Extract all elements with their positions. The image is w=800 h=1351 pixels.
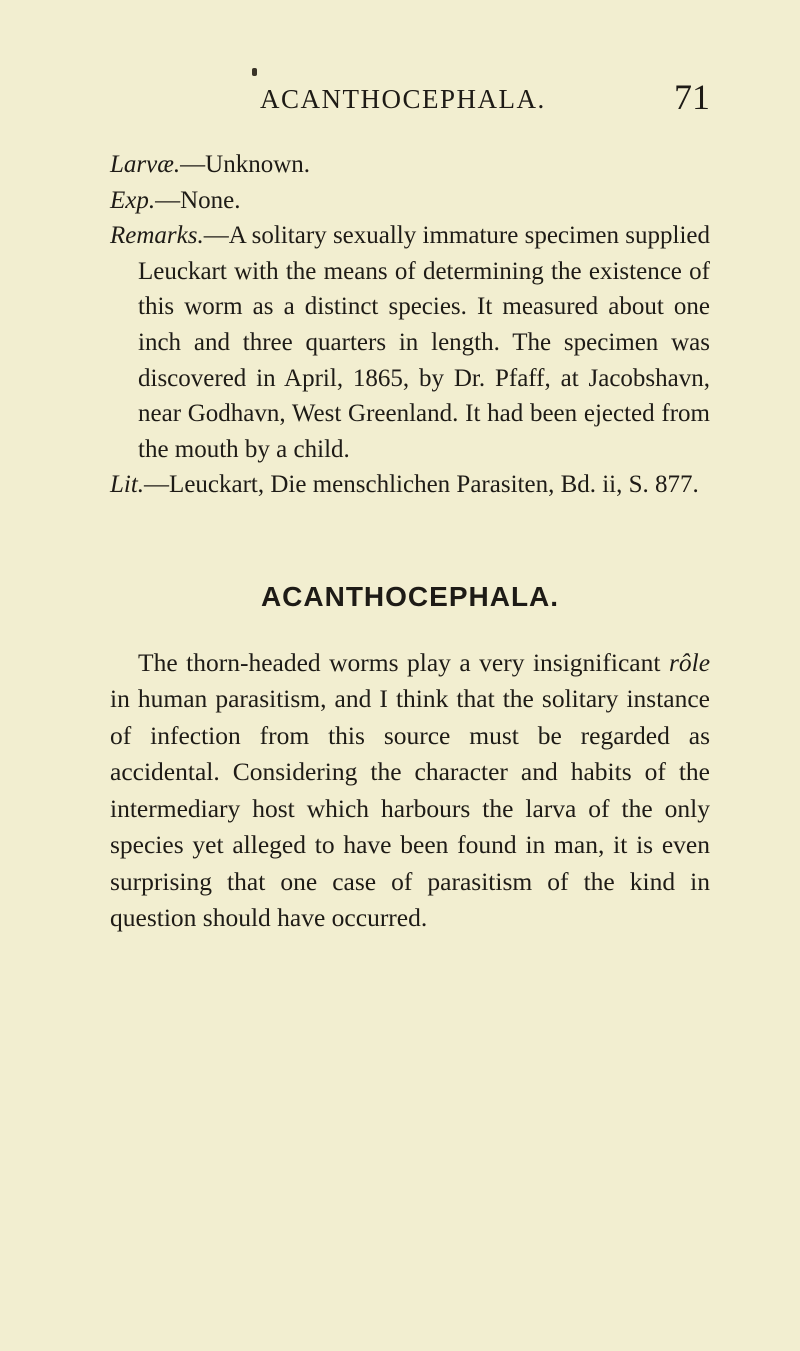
entry-exp-term: Exp. <box>110 186 156 214</box>
entry-exp-text: —None. <box>155 186 241 214</box>
entry-larvae-term: Larvæ. <box>110 151 181 178</box>
entry-remarks-text: —A solitary sexually immature specimen supplied Leuckart with the means of determining the existence of this worm as a distinct species. It measured about one inch and three quarters in length. The specimen was discovered in April, 1865, by Dr. Pfaff, at Jacobshavn, near Godhavn, West Greenland. It had been ejected from the mouth by a child. <box>138 222 710 463</box>
paragraph-start: The thorn-headed worms play a very insignificant <box>138 647 661 677</box>
section-heading: ACANTHOCEPHALA. <box>260 580 560 612</box>
entry-remarks-term: Remarks. <box>110 222 204 250</box>
page-content <box>110 147 710 937</box>
entry-lit <box>110 467 710 503</box>
paragraph-italic-word: rôle <box>668 647 711 677</box>
print-mark <box>252 68 257 76</box>
entry-larvae-text: —Unknown. <box>180 151 311 178</box>
section-paragraph <box>110 645 710 937</box>
entry-exp <box>110 183 710 219</box>
entry-lit-term: Lit. <box>110 471 145 499</box>
entry-lit-text: —Leuckart, Die menschlichen Parasiten, Bd. ii, S. 877. <box>144 471 699 499</box>
page-number: 71 <box>674 77 710 117</box>
entry-remarks <box>110 218 710 467</box>
paragraph-rest: in human parasitism, and I think that the solitary instance of infection from this source must be regarded as accidental. Considering the character and habits of the intermediary host which harbours the larva of the only species yet alleged to have been found in man, it is even surprising that one case of parasitism of the kind in question should have occurred. <box>110 684 710 933</box>
running-title: ACANTHOCEPHALA. <box>260 84 546 114</box>
entry-larvae <box>110 147 710 183</box>
page-header <box>110 77 710 128</box>
